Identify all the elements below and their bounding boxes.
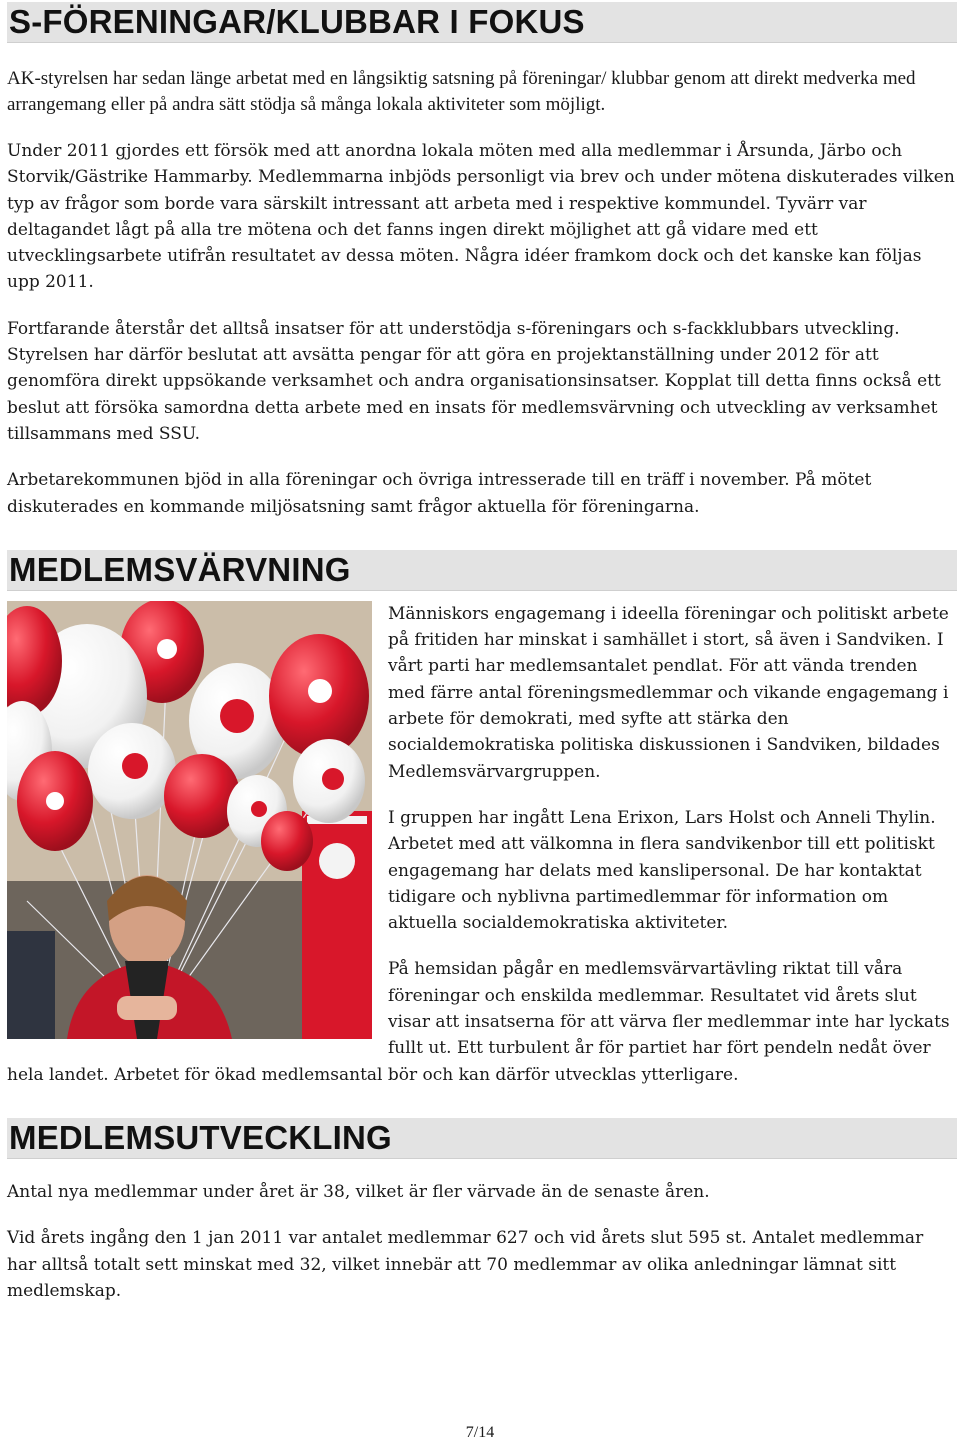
paragraph: På hemsidan pågår en medlemsvärvartävling riktat till våra föreningar och enskilda medlemmar. Resultatet vid årets slut visar att insatserna för att värva fler medlemmar inte har lyckats fullt ut. Ett turbulent år för partiet har fört pendeln nedåt över hela landet. Arbetet för ökad medlemsantal bör och kan därför utvecklas ytterligare.	[7, 959, 950, 1085]
section-heading-medlemsutveckling: MEDLEMSUTVECKLING	[7, 1118, 957, 1159]
paragraph: Vid årets ingång den 1 jan 2011 var antalet medlemmar 627 och vid årets slut 595 st. Antalet medlemmar har alltså totalt sett minskat med 32, vilket innebär att 70 medlemmar av olika anledningar lämnat sitt medlemskap.	[7, 1228, 924, 1301]
paragraph: Fortfarande återstår det alltså insatser för att understödja s-föreningars och s-fackklubbars utveckling. Styrelsen har därför beslutat att avsätta pengar för att göra en projektanställning under 2012 för att genomföra direkt uppsökande verksamhet och andra organisationsinsatser. Kopplat till detta finns också ett beslut att försöka samordna detta arbete med en insats för medlemsvärvning och utveckling av verksamhet tillsammans med SSU.	[7, 318, 941, 444]
paragraph: Människors engagemang i ideella föreningar och politiskt arbete på fritiden har minskat i samhället i stort, så även i Sandviken. I vårt parti har medlemsantalet pendlat. För att vända trenden med färre antal föreningsmedlemmar och vikande engagemang i arbete för demokrati, med syfte att stärka den socialdemokratiska politiska diskussionen i Sandviken, bildades Medlemsvärvargruppen.	[388, 603, 949, 782]
page-number: 7/14	[465, 1424, 495, 1441]
section-heading-foreningar: S-FÖRENINGAR/KLUBBAR I FOKUS	[7, 2, 957, 43]
paragraph: I gruppen har ingått Lena Erixon, Lars Holst och Anneli Thylin. Arbetet med att välkomna in flera sandvikenbor till ett politiskt engagemang har delats med kanslipersonal. De har kontaktat tidigare och nyblivna partimedlemmar för information om aktuella socialdemokratiska aktiviteter.	[388, 807, 936, 934]
paragraph: AK-styrelsen har sedan länge arbetat med en långsiktig satsning på föreningar/ klubbar genom att direkt medverka med arrangemang eller på andra sätt stödja så många lokala aktiviteter som möjligt.	[7, 68, 916, 115]
balloons-photo	[7, 601, 372, 1039]
paragraph: Arbetarekommunen bjöd in alla föreningar och övriga intresserade till en träff i november. På mötet diskuterades en kommande miljösatsning samt frågor aktuella för föreningarna.	[7, 470, 872, 517]
paragraph: Antal nya medlemmar under året är 38, vilket är fler värvade än de senaste åren.	[7, 1181, 710, 1202]
document-page	[7, 0, 957, 1304]
paragraph: Under 2011 gjordes ett försök med att anordna lokala möten med alla medlemmar i Årsunda, Järbo och Storvik/Gästrike Hammarby. Medlemmarna inbjöds personligt via brev och under mötena diskuterades vilken typ av frågor som borde vara särskilt intressant att arbeta med i respektive kommundel. Tyvärr var deltagandet lågt på alla tre mötena och det fanns ingen direkt möjlighet att gå vidare med ett utvecklingsarbete utifrån resultatet av dessa möten. Några idéer framkom dock och det kanske kan följas upp 2011.	[7, 141, 955, 293]
medlemsvarvning-block	[7, 601, 957, 1088]
section-heading-medlemsvarvning: MEDLEMSVÄRVNING	[7, 550, 957, 591]
